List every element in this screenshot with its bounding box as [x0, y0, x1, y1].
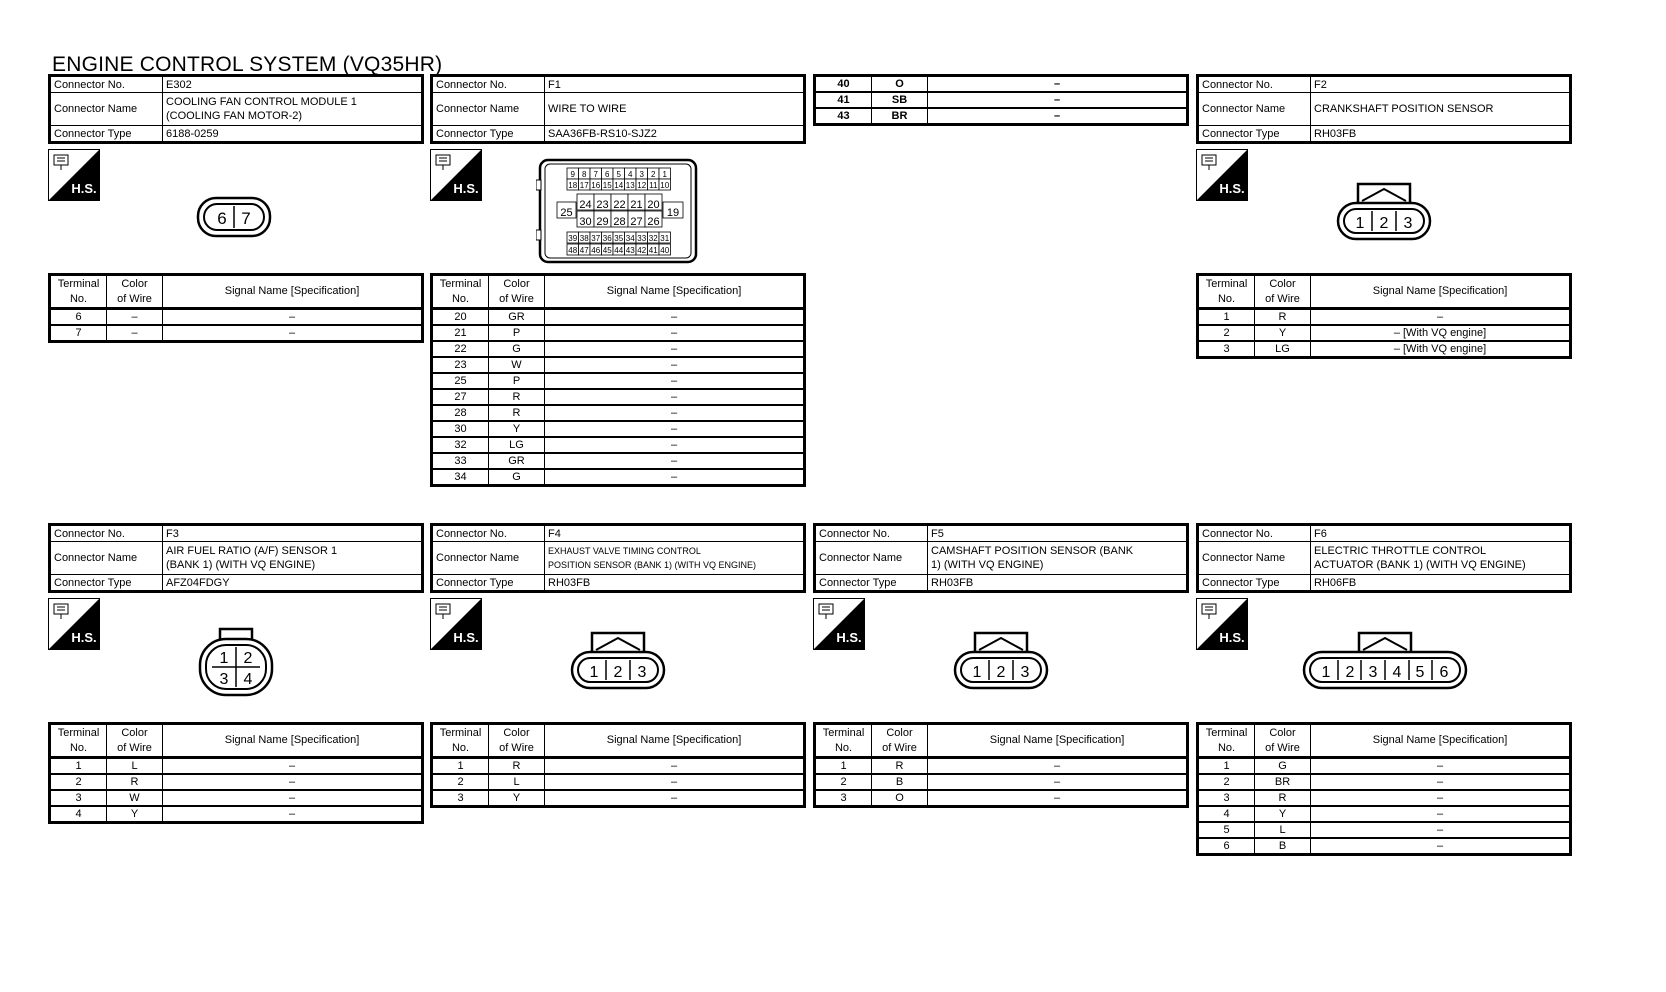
- connector-block-e302: [48, 74, 424, 144]
- terminal-header: Terminal No.: [1198, 724, 1255, 758]
- connector-name-value: WIRE TO WIRE: [545, 93, 805, 126]
- table-row: 30 Y –: [432, 421, 805, 437]
- table-row: 3 O –: [815, 790, 1188, 807]
- pin-label: 32: [648, 234, 658, 243]
- color-header: Color of Wire: [1255, 724, 1311, 758]
- pin-label: 35: [614, 234, 624, 243]
- table-row: 4 Y –: [50, 806, 423, 823]
- svg-text:H.S.: H.S.: [453, 630, 479, 645]
- svg-text:H.S.: H.S.: [71, 181, 97, 196]
- table-row: 40 O –: [815, 76, 1188, 93]
- pin-label: 11: [649, 181, 658, 190]
- svg-text:H.S.: H.S.: [836, 630, 862, 645]
- table-row: 2 R –: [50, 774, 423, 790]
- pin-label: 3: [1020, 664, 1030, 681]
- table-row: 41 SB –: [815, 92, 1188, 108]
- connector-pictogram-icon: [1202, 604, 1216, 619]
- connector-type-label: Connector Type: [432, 126, 545, 143]
- pin-label: 2: [1379, 215, 1389, 232]
- harness-side-icon: [430, 598, 482, 650]
- signal-header: Signal Name [Specification]: [545, 275, 805, 309]
- connector-name-value: COOLING FAN CONTROL MODULE 1 (COOLING FAN MOTOR-2): [163, 93, 423, 126]
- terminal-table-f5: [813, 722, 1189, 808]
- color-header: Color of Wire: [872, 724, 928, 758]
- connector-name-value: ELECTRIC THROTTLE CONTROL ACTUATOR (BANK 1) (WITH VQ ENGINE): [1311, 542, 1571, 575]
- connector-name-label: Connector Name: [432, 542, 545, 575]
- connector-name-label: Connector Name: [50, 93, 163, 126]
- svg-text:H.S.: H.S.: [1219, 630, 1245, 645]
- connector-no-value: E302: [163, 76, 423, 93]
- pin-label: 41: [648, 246, 658, 255]
- connector-block-f5: [813, 523, 1189, 593]
- pin-label: 20: [647, 199, 660, 211]
- table-row: 25 P –: [432, 373, 805, 389]
- pin-label: 7: [593, 170, 598, 179]
- signal-header: Signal Name [Specification]: [1311, 275, 1571, 309]
- terminal-header: Terminal No.: [815, 724, 872, 758]
- table-row: 20 GR –: [432, 309, 805, 326]
- pin-label: 6: [217, 209, 227, 228]
- connector-name-label: Connector Name: [1198, 542, 1311, 575]
- pin-label: 39: [568, 234, 578, 243]
- signal-header: Signal Name [Specification]: [1311, 724, 1571, 758]
- connector-no-label: Connector No.: [432, 76, 545, 93]
- connector-pictogram-icon: [436, 604, 450, 619]
- pin-label: 3: [1368, 664, 1378, 681]
- color-header: Color of Wire: [107, 275, 163, 309]
- table-row: 33 GR –: [432, 453, 805, 469]
- table-row: 2 L –: [432, 774, 805, 790]
- connector-block-f1: [430, 74, 806, 144]
- table-row: 6 B –: [1198, 838, 1571, 855]
- pin-label: 28: [613, 216, 626, 228]
- svg-text:H.S.: H.S.: [71, 630, 97, 645]
- pin-label: 3: [639, 170, 644, 179]
- harness-side-icon: [48, 149, 100, 201]
- harness-side-icon: [1196, 149, 1248, 201]
- pin-label: 9: [570, 170, 575, 179]
- pin-label: 10: [660, 181, 670, 190]
- connector-pictogram-icon: [436, 155, 450, 170]
- pin-label: 13: [625, 181, 635, 190]
- connector-no-value: F6: [1311, 525, 1571, 542]
- connector-info-table: [1196, 74, 1572, 144]
- table-row: 4 Y –: [1198, 806, 1571, 822]
- pin-label: 33: [637, 234, 647, 243]
- terminal-table-e302: [48, 273, 424, 343]
- terminal-header: Terminal No.: [432, 275, 489, 309]
- connector-no-label: Connector No.: [1198, 76, 1311, 93]
- table-row: 32 LG –: [432, 437, 805, 453]
- terminal-table-f2: [1196, 273, 1572, 359]
- pin-label: 7: [241, 209, 251, 228]
- harness-side-icon: [813, 598, 865, 650]
- pin-label: 4: [243, 671, 253, 688]
- pin-label: 29: [596, 216, 609, 228]
- connector-info-table: [430, 74, 806, 144]
- color-header: Color of Wire: [1255, 275, 1311, 309]
- table-row: 1 R –: [1198, 309, 1571, 326]
- terminal-header: Terminal No.: [1198, 275, 1255, 309]
- terminal-header: Terminal No.: [50, 724, 107, 758]
- color-header: Color of Wire: [489, 275, 545, 309]
- connector-name-value: AIR FUEL RATIO (A/F) SENSOR 1 (BANK 1) (WITH VQ ENGINE): [163, 542, 423, 575]
- connector-face-f5: [953, 630, 1049, 690]
- pin-label: 1: [972, 664, 982, 681]
- pin-label: 48: [568, 246, 578, 255]
- pin-label: 17: [579, 181, 589, 190]
- pin-label: 3: [219, 671, 229, 688]
- connector-name-value: CAMSHAFT POSITION SENSOR (BANK 1) (WITH VQ ENGINE): [928, 542, 1188, 575]
- connector-type-value: SAA36FB-RS10-SJZ2: [545, 126, 805, 143]
- table-row: 21 P –: [432, 325, 805, 341]
- connector-info-table: [430, 523, 806, 593]
- pin-label: 31: [660, 234, 670, 243]
- pin-label: 34: [625, 234, 635, 243]
- pin-label: 38: [579, 234, 589, 243]
- pin-label: 42: [637, 246, 647, 255]
- table-row: 28 R –: [432, 405, 805, 421]
- table-row: 2 B –: [815, 774, 1188, 790]
- connector-type-value: RH03FB: [1311, 126, 1571, 143]
- pin-label: 2: [1345, 664, 1355, 681]
- terminal-table-f6: [1196, 722, 1572, 856]
- terminal-table-f3: [48, 722, 424, 824]
- connector-face-f1: [536, 158, 698, 264]
- pin-label: 30: [579, 216, 592, 228]
- pin-label: 16: [591, 181, 601, 190]
- signal-header: Signal Name [Specification]: [928, 724, 1188, 758]
- pin-label: 14: [614, 181, 624, 190]
- continuation-table: [813, 74, 1189, 126]
- signal-header: Signal Name [Specification]: [545, 724, 805, 758]
- table-row: 1 L –: [50, 758, 423, 775]
- pin-label: 23: [596, 199, 609, 211]
- pin-label: 25: [560, 207, 573, 219]
- terminal-table-f1: [430, 273, 806, 487]
- pin-label: 43: [625, 246, 635, 255]
- connector-no-label: Connector No.: [50, 525, 163, 542]
- pin-label: 1: [589, 664, 599, 681]
- pin-label: 4: [628, 170, 633, 179]
- connector-name-label: Connector Name: [50, 542, 163, 575]
- table-row: 5 L –: [1198, 822, 1571, 838]
- connector-no-value: F5: [928, 525, 1188, 542]
- connector-block-f6: [1196, 523, 1572, 593]
- connector-name-value: CRANKSHAFT POSITION SENSOR: [1311, 93, 1571, 126]
- table-row: 2 BR –: [1198, 774, 1571, 790]
- connector-no-value: F3: [163, 525, 423, 542]
- pin-label: 46: [591, 246, 601, 255]
- connector-no-label: Connector No.: [432, 525, 545, 542]
- connector-face-f2: [1336, 181, 1432, 241]
- connector-name-label: Connector Name: [432, 93, 545, 126]
- pin-label: 6: [605, 170, 610, 179]
- svg-text:H.S.: H.S.: [1219, 181, 1245, 196]
- table-row: 2 Y – [With VQ engine]: [1198, 325, 1571, 341]
- connector-type-label: Connector Type: [50, 126, 163, 143]
- connector-no-value: F4: [545, 525, 805, 542]
- pin-label: 3: [1403, 215, 1413, 232]
- connector-pictogram-icon: [54, 604, 68, 619]
- harness-side-icon: [48, 598, 100, 650]
- pin-label: 44: [614, 246, 624, 255]
- pin-label: 19: [666, 207, 680, 219]
- table-row: 3 LG – [With VQ engine]: [1198, 341, 1571, 358]
- pin-label: 5: [1415, 664, 1425, 681]
- pin-label: 18: [568, 181, 578, 190]
- table-row: 43 BR –: [815, 108, 1188, 125]
- pin-label: 15: [602, 181, 612, 190]
- pin-label: 24: [579, 199, 592, 211]
- table-row: 23 W –: [432, 357, 805, 373]
- table-row: 3 Y –: [432, 790, 805, 807]
- harness-side-icon: [1196, 598, 1248, 650]
- pin-label: 36: [602, 234, 612, 243]
- connector-type-value: RH06FB: [1311, 575, 1571, 592]
- connector-type-label: Connector Type: [815, 575, 928, 592]
- page-title: ENGINE CONTROL SYSTEM (VQ35HR): [52, 53, 443, 76]
- connector-type-label: Connector Type: [50, 575, 163, 592]
- connector-block-f4: [430, 523, 806, 593]
- pin-label: 2: [651, 170, 656, 179]
- table-row: 1 R –: [815, 758, 1188, 775]
- terminal-table-f4: [430, 722, 806, 808]
- connector-face-f3: [198, 627, 274, 697]
- connector-block-f3: [48, 523, 424, 593]
- connector-type-label: Connector Type: [1198, 575, 1311, 592]
- pin-label: 22: [613, 199, 626, 211]
- connector-block-f2: [1196, 74, 1572, 144]
- connector-pictogram-icon: [1202, 155, 1216, 170]
- table-row: 7 – –: [50, 325, 423, 342]
- color-header: Color of Wire: [489, 724, 545, 758]
- table-row: 3 W –: [50, 790, 423, 806]
- table-row: 1 R –: [432, 758, 805, 775]
- pin-label: 2: [996, 664, 1006, 681]
- pin-label: 40: [660, 246, 670, 255]
- pin-label: 21: [630, 199, 643, 211]
- color-header: Color of Wire: [107, 724, 163, 758]
- connector-no-label: Connector No.: [1198, 525, 1311, 542]
- signal-header: Signal Name [Specification]: [163, 724, 423, 758]
- connector-type-value: RH03FB: [928, 575, 1188, 592]
- connector-no-value: F1: [545, 76, 805, 93]
- pin-label: 4: [1392, 664, 1402, 681]
- table-row: 27 R –: [432, 389, 805, 405]
- connector-no-label: Connector No.: [50, 76, 163, 93]
- connector-info-table: [48, 523, 424, 593]
- connector-type-value: 6188-0259: [163, 126, 423, 143]
- connector-type-label: Connector Type: [1198, 126, 1311, 143]
- harness-side-icon: [430, 149, 482, 201]
- pin-label: 47: [579, 246, 589, 255]
- pin-label: 2: [613, 664, 623, 681]
- pin-label: 1: [219, 650, 229, 667]
- connector-no-label: Connector No.: [815, 525, 928, 542]
- signal-header: Signal Name [Specification]: [163, 275, 423, 309]
- terminal-header: Terminal No.: [50, 275, 107, 309]
- connector-face-e302: [196, 196, 272, 238]
- connector-type-value: AFZ04FDGY: [163, 575, 423, 592]
- pin-label: 2: [243, 650, 253, 667]
- pin-label: 1: [1355, 215, 1365, 232]
- table-row: 1 G –: [1198, 758, 1571, 775]
- pin-label: 27: [630, 216, 643, 228]
- pin-label: 26: [647, 216, 660, 228]
- connector-name-label: Connector Name: [1198, 93, 1311, 126]
- pin-label: 12: [637, 181, 647, 190]
- svg-text:H.S.: H.S.: [453, 181, 479, 196]
- connector-pictogram-icon: [819, 604, 833, 619]
- table-row: 22 G –: [432, 341, 805, 357]
- table-row: 3 R –: [1198, 790, 1571, 806]
- connector-pictogram-icon: [54, 155, 68, 170]
- pin-label: 6: [1439, 664, 1449, 681]
- connector-type-label: Connector Type: [432, 575, 545, 592]
- pin-label: 5: [616, 170, 621, 179]
- terminal-header: Terminal No.: [432, 724, 489, 758]
- connector-type-value: RH03FB: [545, 575, 805, 592]
- table-row: 6 – –: [50, 309, 423, 326]
- connector-info-table: [813, 523, 1189, 593]
- connector-face-f6: [1302, 630, 1468, 690]
- connector-face-f4: [570, 630, 666, 690]
- pin-label: 3: [637, 664, 647, 681]
- pin-label: 45: [602, 246, 612, 255]
- pin-label: 8: [582, 170, 587, 179]
- table-row: 34 G –: [432, 469, 805, 486]
- pin-label: 37: [591, 234, 601, 243]
- connector-name-value: EXHAUST VALVE TIMING CONTROL POSITION SENSOR (BANK 1) (WITH VQ ENGINE): [545, 542, 805, 575]
- pin-label: 1: [1321, 664, 1331, 681]
- connector-info-table: [1196, 523, 1572, 593]
- pin-label: 1: [662, 170, 667, 179]
- connector-name-label: Connector Name: [815, 542, 928, 575]
- connector-info-table: [48, 74, 424, 144]
- connector-no-value: F2: [1311, 76, 1571, 93]
